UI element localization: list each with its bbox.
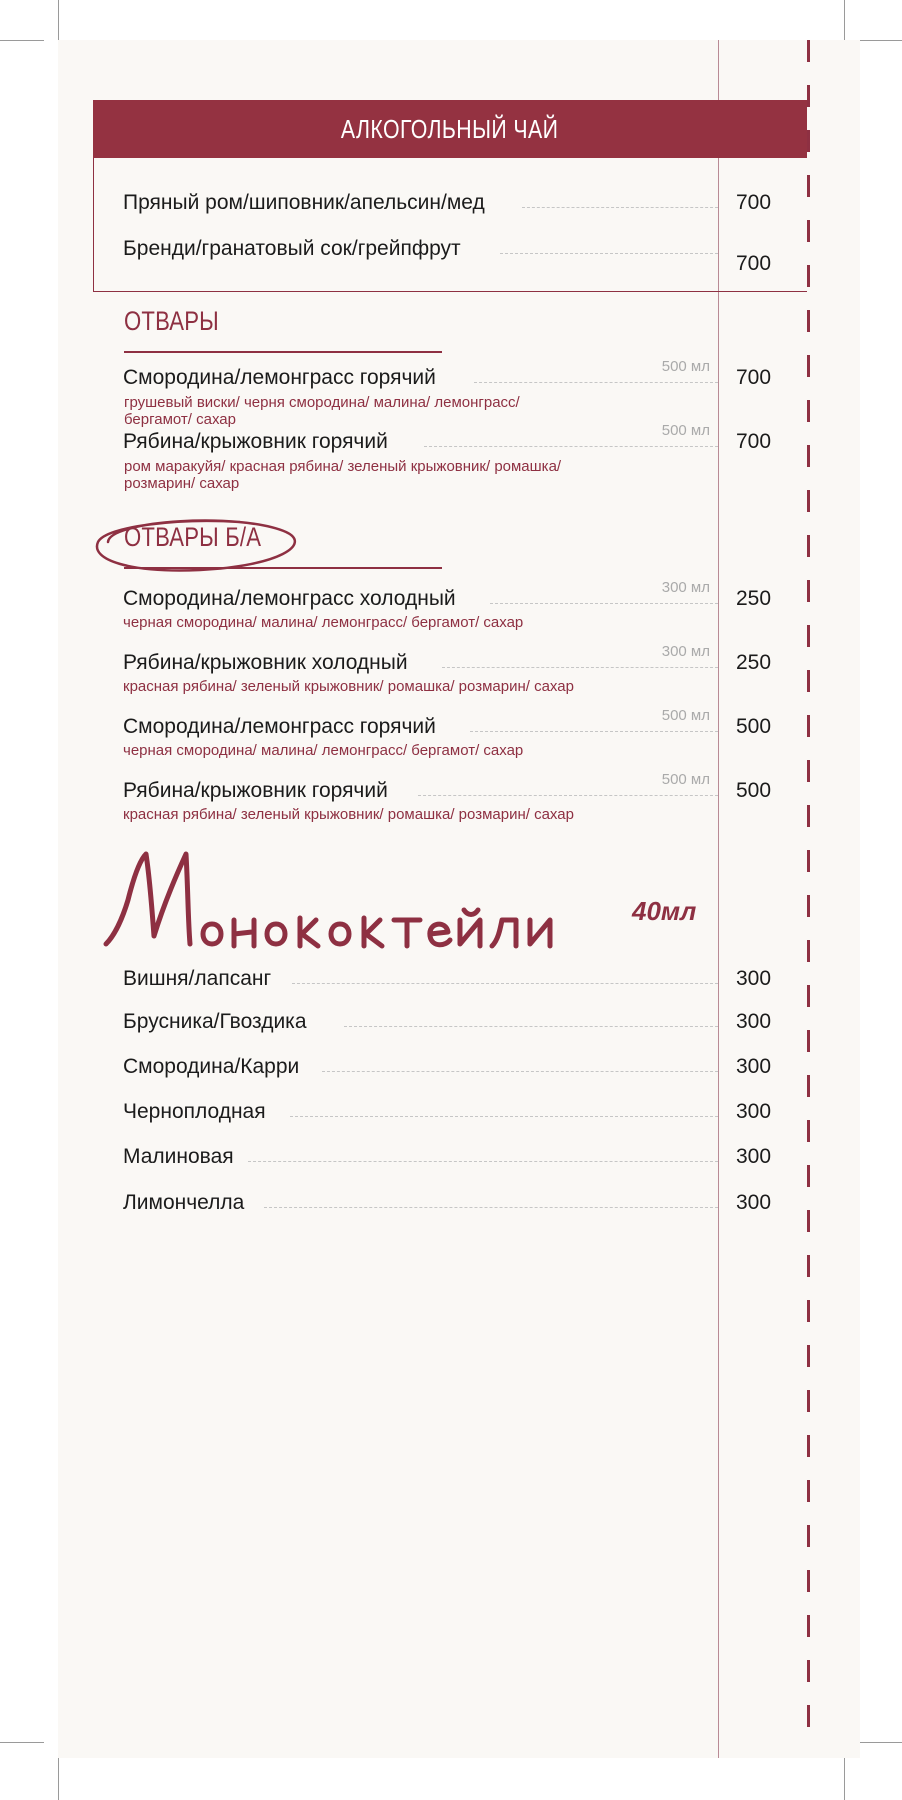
item-name: Малиновая <box>123 1145 234 1168</box>
item-price: 500 <box>736 779 772 802</box>
item-name: Рябина/крыжовник холодный <box>123 651 408 674</box>
menu-item <box>0 965 902 999</box>
item-description: красная рябина/ зеленый крыжовник/ ромашка/ розмарин/ сахар <box>123 678 574 695</box>
item-name: Вишня/лапсанг <box>123 967 272 990</box>
item-description: бергамот/ сахар <box>124 411 236 428</box>
menu-item <box>0 189 902 223</box>
leader-dots <box>490 603 718 604</box>
item-price: 700 <box>736 366 772 389</box>
item-name: Смородина/лемонграсс горячий <box>123 366 436 389</box>
item-price: 300 <box>736 1100 772 1123</box>
leader-dots <box>322 1071 718 1072</box>
alcoholic-tea-banner <box>93 100 807 158</box>
crop-mark <box>58 0 59 44</box>
leader-dots <box>292 983 718 984</box>
crop-mark <box>0 40 44 41</box>
item-price: 700 <box>736 430 772 453</box>
menu-item <box>0 1098 902 1132</box>
item-volume: 500 мл <box>661 422 710 439</box>
item-price: 250 <box>736 587 772 610</box>
item-name: Смородина/Карри <box>123 1055 300 1078</box>
section-title-alcoholic-tea: АЛКОГОЛЬНЫЙ ЧАЙ <box>341 114 559 144</box>
item-description: красная рябина/ зеленый крыжовник/ ромашка/ розмарин/ сахар <box>123 806 574 823</box>
leader-dots <box>264 1207 718 1208</box>
section-underline <box>124 351 442 353</box>
item-volume: 300 мл <box>661 643 710 660</box>
monococktails-handwritten-title <box>100 840 560 960</box>
fold-dash-line <box>807 40 810 1740</box>
leader-dots <box>500 253 718 254</box>
menu-item <box>0 1053 902 1087</box>
item-description: грушевый виски/ черня смородина/ малина/ лемонграсс/ <box>124 394 520 411</box>
menu-item <box>0 358 902 398</box>
menu-item <box>0 422 902 462</box>
leader-dots <box>418 795 718 796</box>
item-name: Рябина/крыжовник горячий <box>123 779 388 802</box>
item-volume: 500 мл <box>661 707 710 724</box>
leader-dots <box>248 1161 718 1162</box>
item-price: 300 <box>736 1191 772 1214</box>
monococktails-volume: 40мл <box>632 896 697 926</box>
item-price: 700 <box>736 191 772 214</box>
item-description: розмарин/ сахар <box>124 475 240 492</box>
menu-item <box>0 1143 902 1177</box>
item-price: 300 <box>736 1010 772 1033</box>
section-title-otvary-ba: ОТВАРЫ Б/А <box>124 522 262 552</box>
menu-item <box>0 235 902 275</box>
item-price: 300 <box>736 1145 772 1168</box>
leader-dots <box>344 1026 718 1027</box>
section-underline <box>124 567 442 569</box>
item-name: Лимончелла <box>123 1191 245 1214</box>
item-price: 300 <box>736 1055 772 1078</box>
item-price: 500 <box>736 715 772 738</box>
crop-mark <box>858 40 902 41</box>
crop-mark <box>58 1756 59 1800</box>
leader-dots <box>474 382 718 383</box>
item-name: Смородина/лемонграсс горячий <box>123 715 436 738</box>
menu-item <box>0 1189 902 1223</box>
leader-dots <box>470 731 718 732</box>
item-volume: 500 мл <box>661 771 710 788</box>
leader-dots <box>442 667 718 668</box>
section-title-otvary: ОТВАРЫ <box>124 306 219 336</box>
item-description: ром маракуйя/ красная рябина/ зеленый крыжовник/ ромашка/ <box>124 458 562 475</box>
leader-dots <box>290 1116 718 1117</box>
item-volume: 300 мл <box>661 579 710 596</box>
item-name: Смородина/лемонграсс холодный <box>123 587 456 610</box>
item-price: 300 <box>736 967 772 990</box>
item-name: Пряный ром/шиповник/апельсин/мед <box>123 191 485 214</box>
item-price: 700 <box>736 252 772 275</box>
item-name: Рябина/крыжовник горячий <box>123 430 388 453</box>
item-price: 250 <box>736 651 772 674</box>
item-name: Бренди/гранатовый сок/грейпфрут <box>123 237 461 260</box>
price-column-divider <box>718 40 719 1758</box>
crop-mark <box>0 1742 44 1743</box>
crop-mark <box>844 1756 845 1800</box>
leader-dots <box>522 207 718 208</box>
menu-item <box>0 1008 902 1042</box>
crop-mark <box>858 1742 902 1743</box>
item-name: Брусника/Гвоздика <box>123 1010 307 1033</box>
leader-dots <box>424 446 718 447</box>
item-description: черная смородина/ малина/ лемонграсс/ бергамот/ сахар <box>123 742 524 759</box>
item-volume: 500 мл <box>661 358 710 375</box>
item-name: Черноплодная <box>123 1100 266 1123</box>
crop-mark <box>844 0 845 44</box>
item-description: черная смородина/ малина/ лемонграсс/ бергамот/ сахар <box>123 614 524 631</box>
